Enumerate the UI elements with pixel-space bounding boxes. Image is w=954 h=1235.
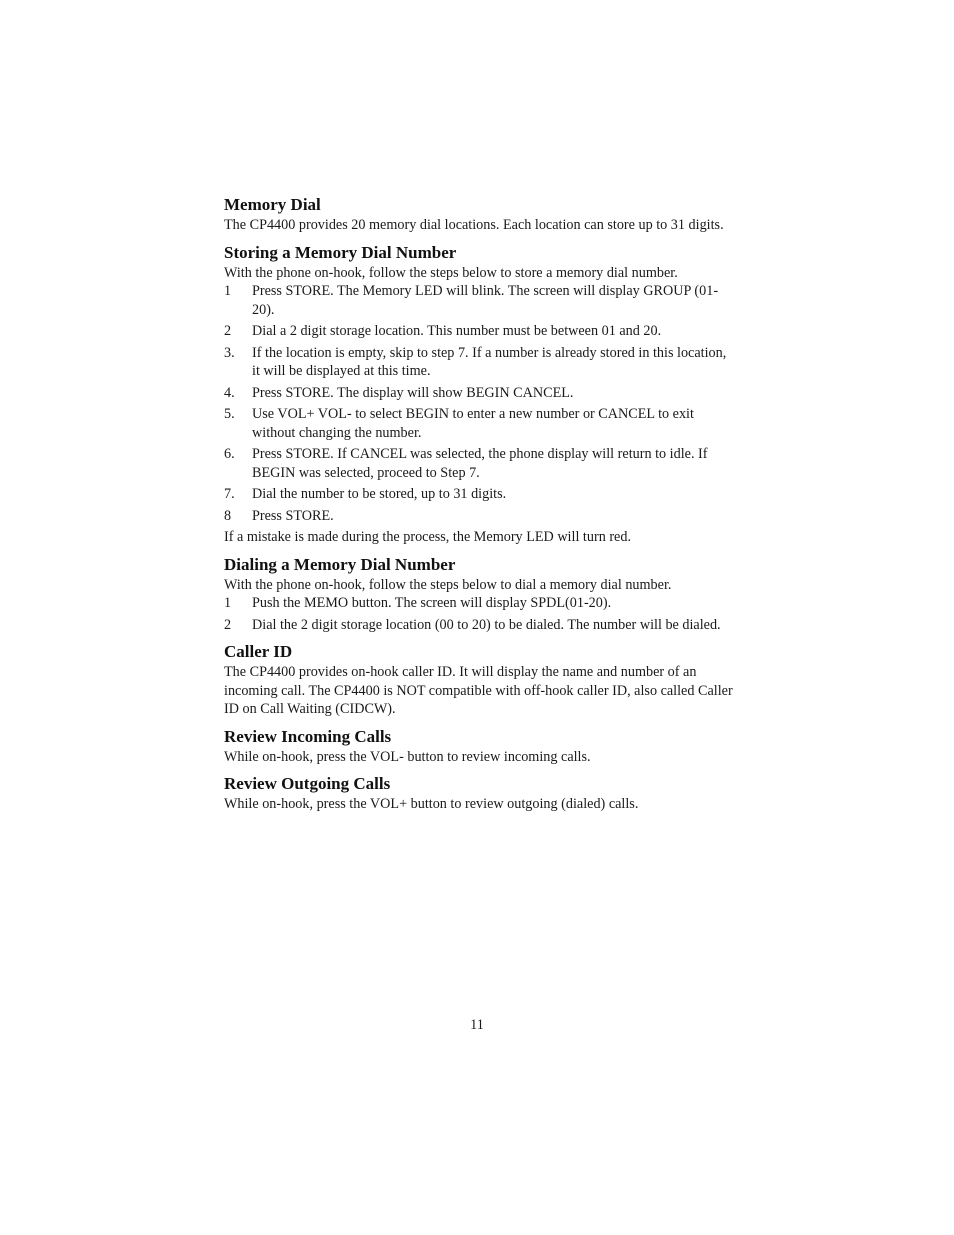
step-item: [224, 384, 734, 403]
section-heading: Review Outgoing Calls: [224, 774, 391, 793]
step-item: [224, 616, 734, 635]
step-number: 5.: [224, 406, 235, 422]
section-heading: Dialing a Memory Dial Number: [224, 554, 456, 574]
step-item: [224, 594, 734, 613]
section-heading: Review Incoming Calls: [224, 726, 392, 746]
step-item: [224, 507, 734, 526]
page-number: 11: [470, 1017, 484, 1033]
step-number: 6.: [224, 446, 235, 462]
section-review-outgoing: [224, 773, 734, 814]
step-text: Dial a 2 digit storage location. This number must be between 01 and 20.: [252, 323, 662, 339]
step-number: 7.: [224, 486, 235, 502]
section-paragraph: The CP4400 provides on-hook caller ID. It will display the name and number of an incoming call. The CP4400 is NOT compatible with off-hook caller ID, also called Caller ID on Call Waiting (CIDCW).: [224, 664, 733, 717]
section-heading: Caller ID: [224, 642, 293, 661]
step-text: Dial the 2 digit storage location (00 to 20) to be dialed. The number will be dialed.: [252, 616, 721, 633]
step-text: Push the MEMO button. The screen will display SPDL(01-20).: [252, 595, 612, 611]
step-number: 2: [224, 323, 232, 339]
step-number: 8: [224, 507, 232, 524]
step-text: Press STORE. The display will show BEGIN CANCEL.: [252, 384, 574, 401]
section-paragraph: With the phone on-hook, follow the steps below to dial a memory dial number.: [224, 576, 672, 593]
step-number: 1: [224, 283, 232, 299]
section-review-incoming: [224, 726, 734, 767]
section-caller-id: [224, 641, 734, 719]
steps-list: [224, 282, 734, 525]
page-content: [224, 194, 734, 821]
section-paragraph: While on-hook, press the VOL- button to review incoming calls.: [224, 748, 591, 765]
section-paragraph: While on-hook, press the VOL+ button to review outgoing (dialed) calls.: [224, 796, 639, 812]
steps-list: [224, 594, 734, 634]
step-item: [224, 485, 734, 504]
step-text: Press STORE. The Memory LED will blink. The screen will display GROUP (01-20).: [252, 283, 719, 318]
step-text: Dial the number to be stored, up to 31 digits.: [252, 486, 507, 502]
step-text: Press STORE. If CANCEL was selected, the phone display will return to idle. If BEGIN was selected, proceed to Step 7.: [252, 446, 708, 481]
section-heading: Memory Dial: [224, 195, 321, 214]
step-text: If the location is empty, skip to step 7. If a number is already stored in this location, it will be displayed at this time.: [252, 344, 727, 379]
step-text: Press STORE.: [252, 507, 334, 524]
section-dialing-memory-dial: [224, 554, 734, 635]
step-number: 4.: [224, 384, 235, 401]
step-number: 3.: [224, 344, 235, 361]
step-item: [224, 344, 734, 381]
step-item: [224, 445, 734, 482]
section-paragraph: With the phone on-hook, follow the steps below to store a memory dial number.: [224, 264, 678, 281]
section-memory-dial: [224, 194, 734, 235]
section-note: If a mistake is made during the process, the Memory LED will turn red.: [224, 529, 631, 545]
step-item: [224, 405, 734, 442]
step-number: 1: [224, 595, 232, 611]
step-item: [224, 322, 734, 341]
step-text: Use VOL+ VOL- to select BEGIN to enter a new number or CANCEL to exit without changing the number.: [252, 406, 694, 441]
section-paragraph: The CP4400 provides 20 memory dial locations. Each location can store up to 31 digits.: [224, 217, 724, 233]
step-item: [224, 282, 734, 319]
step-number: 2: [224, 616, 232, 633]
section-storing-memory-dial: [224, 242, 734, 547]
section-heading: Storing a Memory Dial Number: [224, 242, 457, 262]
